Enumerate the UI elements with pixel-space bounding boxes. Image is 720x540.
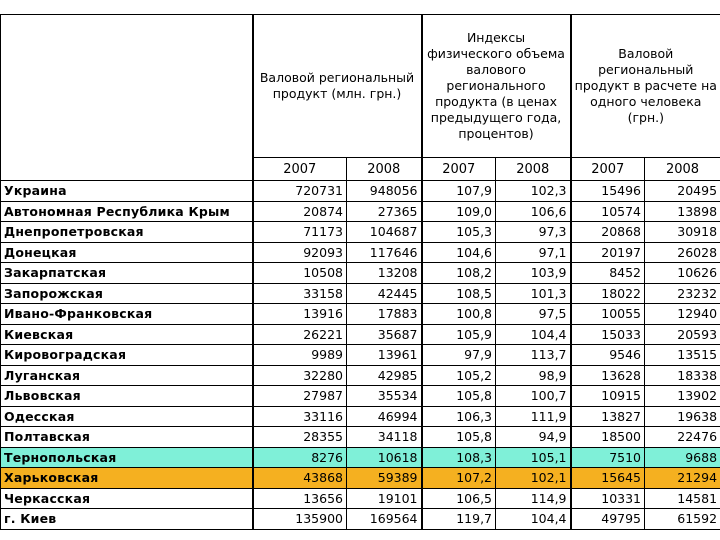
value-cell: 20593 — [645, 324, 720, 345]
value-cell: 13902 — [645, 386, 720, 407]
value-cell: 105,3 — [422, 222, 496, 243]
value-cell: 13656 — [253, 488, 347, 509]
value-cell: 13208 — [347, 263, 422, 284]
value-cell: 104,4 — [496, 324, 571, 345]
regional-gdp-table — [0, 14, 720, 530]
value-cell: 117646 — [347, 242, 422, 263]
value-cell: 13827 — [571, 406, 645, 427]
region-name-cell: г. Киев — [1, 509, 253, 530]
value-cell: 135900 — [253, 509, 347, 530]
value-cell: 23232 — [645, 283, 720, 304]
region-name-cell: Киевская — [1, 324, 253, 345]
value-cell: 10626 — [645, 263, 720, 284]
year-header: 2007 — [571, 158, 645, 181]
value-cell: 97,3 — [496, 222, 571, 243]
value-cell: 34118 — [347, 427, 422, 448]
region-name-cell: Полтавская — [1, 427, 253, 448]
value-cell: 105,2 — [422, 365, 496, 386]
value-cell: 107,9 — [422, 181, 496, 202]
value-cell: 109,0 — [422, 201, 496, 222]
value-cell: 169564 — [347, 509, 422, 530]
per-capita-header: Валовой региональный продукт в расчете на одного человека (грн.) — [571, 15, 720, 158]
value-cell: 107,2 — [422, 468, 496, 489]
value-cell: 10055 — [571, 304, 645, 325]
value-cell: 720731 — [253, 181, 347, 202]
gdp-header: Валовой региональный продукт (млн. грн.) — [253, 15, 422, 158]
value-cell: 105,9 — [422, 324, 496, 345]
region-name-cell: Запорожская — [1, 283, 253, 304]
value-cell: 15033 — [571, 324, 645, 345]
value-cell: 33116 — [253, 406, 347, 427]
region-name-cell: Черкасская — [1, 488, 253, 509]
value-cell: 13898 — [645, 201, 720, 222]
region-name-cell: Донецкая — [1, 242, 253, 263]
value-cell: 28355 — [253, 427, 347, 448]
value-cell: 35534 — [347, 386, 422, 407]
value-cell: 104,6 — [422, 242, 496, 263]
value-cell: 113,7 — [496, 345, 571, 366]
value-cell: 119,7 — [422, 509, 496, 530]
value-cell: 102,3 — [496, 181, 571, 202]
index-header: Индексы физического объема валового регионального продукта (в ценах предыдущего года, процентов) — [422, 15, 571, 158]
value-cell: 17883 — [347, 304, 422, 325]
table-row — [1, 386, 720, 407]
value-cell: 105,1 — [496, 447, 571, 468]
value-cell: 10331 — [571, 488, 645, 509]
region-name-cell: Ивано-Франковская — [1, 304, 253, 325]
value-cell: 103,9 — [496, 263, 571, 284]
value-cell: 20874 — [253, 201, 347, 222]
value-cell: 26028 — [645, 242, 720, 263]
value-cell: 92093 — [253, 242, 347, 263]
value-cell: 105,8 — [422, 427, 496, 448]
value-cell: 18500 — [571, 427, 645, 448]
table-row — [1, 345, 720, 366]
value-cell: 46994 — [347, 406, 422, 427]
table-row — [1, 365, 720, 386]
table-row — [1, 222, 720, 243]
region-name-cell: Днепропетровская — [1, 222, 253, 243]
value-cell: 12940 — [645, 304, 720, 325]
value-cell: 42445 — [347, 283, 422, 304]
value-cell: 106,6 — [496, 201, 571, 222]
region-header — [1, 15, 253, 181]
value-cell: 13961 — [347, 345, 422, 366]
table-row — [1, 488, 720, 509]
value-cell: 35687 — [347, 324, 422, 345]
region-name-cell: Харьковская — [1, 468, 253, 489]
value-cell: 27365 — [347, 201, 422, 222]
value-cell: 8452 — [571, 263, 645, 284]
value-cell: 33158 — [253, 283, 347, 304]
value-cell: 10618 — [347, 447, 422, 468]
value-cell: 948056 — [347, 181, 422, 202]
region-name-cell: Закарпатская — [1, 263, 253, 284]
table-row — [1, 201, 720, 222]
table-row — [1, 304, 720, 325]
value-cell: 108,5 — [422, 283, 496, 304]
table-row — [1, 427, 720, 448]
value-cell: 18022 — [571, 283, 645, 304]
year-header: 2008 — [347, 158, 422, 181]
value-cell: 49795 — [571, 509, 645, 530]
value-cell: 30918 — [645, 222, 720, 243]
value-cell: 105,8 — [422, 386, 496, 407]
table-row — [1, 324, 720, 345]
table-row — [1, 283, 720, 304]
value-cell: 7510 — [571, 447, 645, 468]
value-cell: 13515 — [645, 345, 720, 366]
region-name-cell: Кировоградская — [1, 345, 253, 366]
table-row — [1, 406, 720, 427]
value-cell: 15645 — [571, 468, 645, 489]
year-header: 2008 — [645, 158, 720, 181]
value-cell: 104,4 — [496, 509, 571, 530]
table-row — [1, 468, 720, 489]
value-cell: 26221 — [253, 324, 347, 345]
value-cell: 19101 — [347, 488, 422, 509]
value-cell: 8276 — [253, 447, 347, 468]
value-cell: 9688 — [645, 447, 720, 468]
value-cell: 20495 — [645, 181, 720, 202]
table-row — [1, 263, 720, 284]
value-cell: 94,9 — [496, 427, 571, 448]
value-cell: 10915 — [571, 386, 645, 407]
value-cell: 97,5 — [496, 304, 571, 325]
value-cell: 59389 — [347, 468, 422, 489]
value-cell: 13916 — [253, 304, 347, 325]
region-name-cell: Автономная Республика Крым — [1, 201, 253, 222]
region-name-cell: Одесская — [1, 406, 253, 427]
year-header: 2007 — [422, 158, 496, 181]
value-cell: 20868 — [571, 222, 645, 243]
region-name-cell: Львовская — [1, 386, 253, 407]
value-cell: 18338 — [645, 365, 720, 386]
value-cell: 106,3 — [422, 406, 496, 427]
value-cell: 97,9 — [422, 345, 496, 366]
region-name-cell: Украина — [1, 181, 253, 202]
value-cell: 27987 — [253, 386, 347, 407]
value-cell: 10574 — [571, 201, 645, 222]
region-name-cell: Луганская — [1, 365, 253, 386]
value-cell: 10508 — [253, 263, 347, 284]
value-cell: 106,5 — [422, 488, 496, 509]
gdp-table-container — [0, 14, 720, 530]
value-cell: 102,1 — [496, 468, 571, 489]
year-header: 2007 — [253, 158, 347, 181]
value-cell: 98,9 — [496, 365, 571, 386]
value-cell: 61592 — [645, 509, 720, 530]
value-cell: 101,3 — [496, 283, 571, 304]
value-cell: 32280 — [253, 365, 347, 386]
value-cell: 100,8 — [422, 304, 496, 325]
value-cell: 15496 — [571, 181, 645, 202]
value-cell: 14581 — [645, 488, 720, 509]
value-cell: 9546 — [571, 345, 645, 366]
value-cell: 111,9 — [496, 406, 571, 427]
year-header: 2008 — [496, 158, 571, 181]
table-body — [1, 181, 720, 530]
value-cell: 114,9 — [496, 488, 571, 509]
value-cell: 9989 — [253, 345, 347, 366]
header-row — [1, 15, 720, 158]
value-cell: 71173 — [253, 222, 347, 243]
value-cell: 104687 — [347, 222, 422, 243]
value-cell: 108,2 — [422, 263, 496, 284]
value-cell: 22476 — [645, 427, 720, 448]
table-row — [1, 242, 720, 263]
table-row — [1, 447, 720, 468]
value-cell: 108,3 — [422, 447, 496, 468]
value-cell: 13628 — [571, 365, 645, 386]
value-cell: 20197 — [571, 242, 645, 263]
value-cell: 97,1 — [496, 242, 571, 263]
table-row — [1, 181, 720, 202]
value-cell: 43868 — [253, 468, 347, 489]
value-cell: 19638 — [645, 406, 720, 427]
value-cell: 42985 — [347, 365, 422, 386]
region-name-cell: Тернопольская — [1, 447, 253, 468]
value-cell: 21294 — [645, 468, 720, 489]
table-row — [1, 509, 720, 530]
value-cell: 100,7 — [496, 386, 571, 407]
